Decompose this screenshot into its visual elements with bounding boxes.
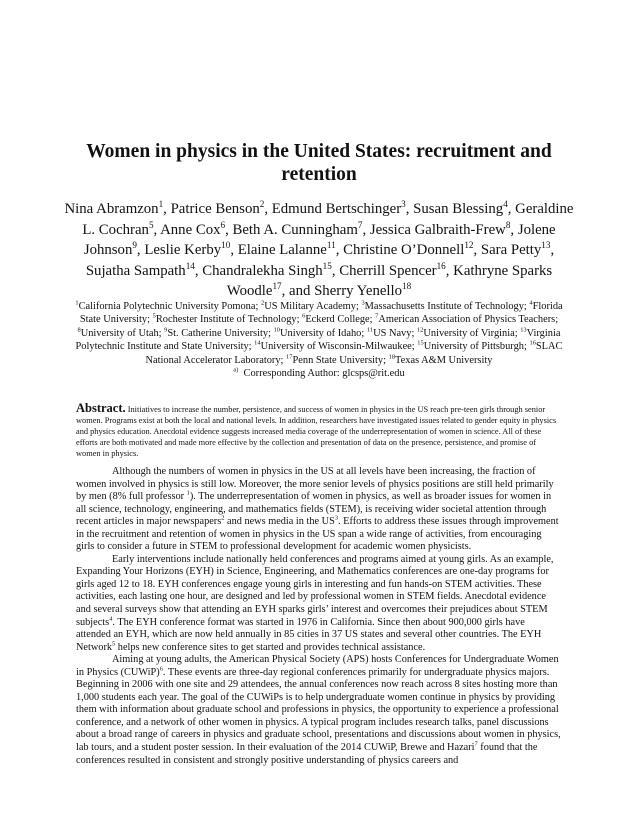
affiliations <box>66 300 572 380</box>
paper-title: Women in physics in the United States: recruitment and retention <box>86 141 552 185</box>
body-paragraph: Although the numbers of women in physics in the US at all levels have been increasing, the fraction of women involved in physics is still low. Moreover, the more senior levels of physics positions are still held primarily by men (8% full professor $^1$). The underrepresentation of women in physics, as well as broader issues for women in all science, technology, engineering, and mathematics fields (STEM), is receiving wider societal attention through recent articles in major newspapers$^2$ and news media in the $US^3$. Efforts to address these issues through improvement in the recruitment and retention of women in physics in the US span a wide range of activities, from encouraging girls to consider a future in STEM to professional development for academic women physicists. <box>76 466 559 553</box>
abstract-text: Initiatives to increase the number, persistence, and success of women in physics in the US reach pre-teen girls through senior women. Programs exist at both the local and national levels. In addition, researchers have investigated issues related to gender equity in physics and physics education. Anecdotal evidence suggests increased media coverage of the underrepresentation of women in science. All of these efforts are both motivated and made more effective by the collection and presentation of data on the presence, persistence, and promise of women in physics. <box>76 405 557 458</box>
abstract-heading: Abstract. <box>76 401 126 415</box>
abstract <box>76 403 562 460</box>
corresponding-author: $^{a)}$ Corresponding Author: glcsps@rit.edu <box>233 366 405 380</box>
body-paragraph: Early interventions include nationally held conferences and programs aimed at young girls. As an example, Expanding Your Horizons (EYH) in Science, Engineering, and Mathematics conferences are one-day programs for girls aged 12 to 18. EYH conferences engage young girls in interesting and fun hands-on STEM activities. These activities, each lasting one hour, are designed and led by professional women in STEM fields. Anecdotal evidence and several surveys show that attending an EYH sparks girls’ interest and overcomes their prejudices about STEM subjects$^4$. The EYH conference format was started in 1976 in California. Since then about 900,000 girls have attended an EYH, which are now held annually in 85 cities in 37 US states and several other countries. The EYH Network$^5$ helps new conference sites to get started and provides technical assistance. <box>76 553 554 653</box>
body-paragraph: Aiming at young adults, the American Physical Society (APS) hosts Conferences for Undergraduate Women in Physics (CUWiP)$^6$. These events are three-day regional conferences primarily for undergraduate physics majors. Beginning in 2006 with one site and 29 attendees, the annual conferences now reach across 8 sites hosting more than 1,000 students each year. The goal of the CUWiPs is to help undergraduate women continue in physics by providing them with information about graduate school and professions in physics, the opportunity to experience a professional conference, and a network of other women in physics. A typical program includes research talks, panel discussions about a broad range of careers in physics and graduate school, presentations and discussions about women in physics, lab tours, and a student poster session. In their evaluation of the 2014 CUWiP, Brewe and Hazari$^7$ found that the conferences resulted in consistent and strongly positive understanding of physics careers and <box>76 654 561 766</box>
body-text <box>76 466 562 767</box>
author-list: Nina Abramzon$^1$, Patrice Benson$^2$, Edmund Bertschinger$^3$, Susan Blessing$^4$, Geraldine L. Cochran$^5$, Anne Cox$^6$, Beth A. Cunningham$^7$, Jessica Galbraith-Frew$^8$, Jolene Johnson$^9$, Leslie Kerby$^{10}$, Elaine Lalanne$^{11}$, Christine O’Donnell$^{12}$, Sara Petty$^{13}$, Sujatha Sampath$^{14}$, Chandralekha Singh$^{15}$, Cherrill Spencer$^{16}$, Kathryne Sparks Woodle$^{17}$, and Sherry Yenello$^{18}$ <box>64 199 574 299</box>
affiliation-list: $^1$California Polytechnic University Pomona; $^2$US Military Academy; $^3$Massachusetts Institute of Technology; $^4$Florida State University; $^5$Rochester Institute of Technology; $^6$Eckerd College; $^7$American Association of Physics Teachers; $^8$University of Utah; $^9$St. Catherine University; $^{10}$University of Idaho; $^{11}$US Navy; $^{12}$University of Virginia; $^{13}$Virginia Polytechnic Institute and State University; $^{14}$University of Wisconsin-Milwaukee; $^{15}$University of Pittsburgh; $^{16}$SLAC National Accelerator Laboratory; $^{17}$Penn State University; $^{18}$Texas A&M University <box>75 299 563 366</box>
